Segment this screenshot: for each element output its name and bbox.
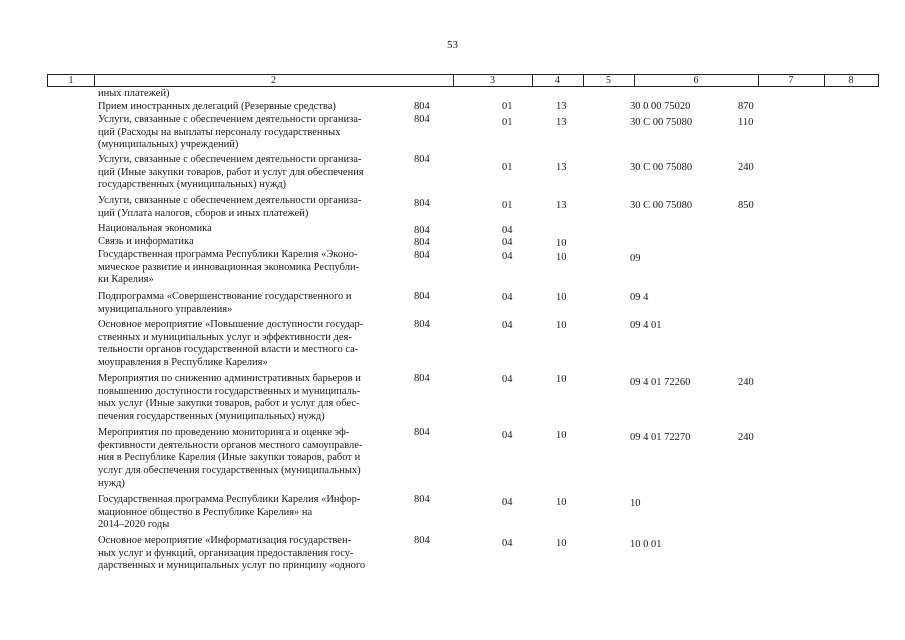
row-name: Услуги, связанные с обеспечением деятельности организа- ций (Расходы на выплаты персоналу государственных (муниципальных) учреждений): [98, 114, 362, 151]
row-name: Основное мероприятие «Информатизация государствен- ных услуг и функций, организация предоставления госу- дарственных и муниципальных услуг по принципу «одного: [98, 535, 366, 572]
row-name: Национальная экономика: [98, 223, 212, 234]
row-podrazdel: 13: [556, 200, 567, 211]
row-razdel: 04: [502, 430, 513, 441]
row-name: Услуги, связанные с обеспечением деятельности организа- ций (Уплата налогов, сборов и иных платежей): [98, 195, 362, 219]
row-target-article: 09: [630, 253, 641, 264]
row-razdel: 04: [502, 251, 513, 262]
row-target-article: 30 С 00 75080: [630, 162, 693, 173]
row-vedomstvo: 804: [414, 535, 430, 546]
row-podrazdel: 10: [556, 538, 567, 549]
row-razdel: 01: [502, 200, 513, 211]
row-expense-type: 240: [738, 162, 754, 173]
row-target-article: 30 С 00 75080: [630, 117, 693, 128]
row-expense-type: 870: [738, 101, 754, 112]
row-target-article: 09 4 01 72270: [630, 432, 691, 443]
row-razdel: 01: [502, 101, 513, 112]
row-vedomstvo: 804: [414, 114, 430, 125]
row-podrazdel: 13: [556, 117, 567, 128]
row-target-article: 30 0 00 75020: [630, 101, 691, 112]
row-vedomstvo: 804: [414, 291, 430, 302]
page-number: 53: [447, 39, 458, 51]
row-vedomstvo: 804: [414, 225, 430, 236]
row-name: Связь и информатика: [98, 236, 194, 247]
header-col-2: 2: [271, 75, 276, 86]
row-razdel: 04: [502, 237, 513, 248]
row-razdel: 01: [502, 117, 513, 128]
row-razdel: 01: [502, 162, 513, 173]
row-name: Основное мероприятие «Повышение доступности государ- ственных и муниципальных услуг и эффективности дея- тельности органов государственной власти и местного са- моуправления в Республике Карелия»: [98, 319, 364, 369]
row-razdel: 04: [502, 225, 513, 236]
row-razdel: 04: [502, 538, 513, 549]
row-podrazdel: 10: [556, 292, 567, 303]
row-podrazdel: 13: [556, 101, 567, 112]
row-podrazdel: 10: [556, 430, 567, 441]
row-name: иных платежей): [98, 88, 170, 99]
header-col-8: 8: [848, 75, 854, 86]
row-podrazdel: 10: [556, 497, 567, 508]
row-name: Мероприятия по снижению административных барьеров и повышению доступности государственных и муниципаль- ных услуг (Иные закупки товаров, работ и услуг для обес- печения государственных (муниципальных) нужд): [98, 373, 361, 423]
row-target-article: 09 4 01 72260: [630, 377, 691, 388]
row-razdel: 04: [502, 374, 513, 385]
row-podrazdel: 10: [556, 320, 567, 331]
row-vedomstvo: 804: [414, 427, 430, 438]
row-expense-type: 240: [738, 432, 754, 443]
row-vedomstvo: 804: [414, 101, 430, 112]
row-vedomstvo: 804: [414, 154, 430, 165]
row-expense-type: 850: [738, 200, 754, 211]
row-vedomstvo: 804: [414, 494, 430, 505]
row-target-article: 09 4: [630, 292, 649, 303]
row-podrazdel: 10: [556, 374, 567, 385]
row-expense-type: 110: [738, 117, 754, 128]
row-vedomstvo: 804: [414, 250, 430, 261]
row-name: Прием иностранных делегаций (Резервные средства): [98, 101, 336, 112]
table-header: [47, 74, 879, 87]
row-razdel: 04: [502, 497, 513, 508]
row-name: Государственная программа Республики Карелия «Эконо- мическое развитие и инновационная экономика Республи- ки Карелия»: [98, 249, 360, 286]
row-target-article: 10 0 01: [630, 539, 662, 550]
row-name: Услуги, связанные с обеспечением деятельности организа- ций (Иные закупки товаров, работ и услуг для обеспечения государственных (муниципальных) нужд): [98, 154, 364, 191]
row-name: Подпрограмма «Совершенствование государственного и муниципального управления»: [98, 291, 352, 315]
row-podrazdel: 10: [556, 238, 567, 249]
row-name: Государственная программа Республики Карелия «Инфор- мационное общество в Республике Карелия» на 2014–2020 годы: [98, 494, 361, 531]
row-vedomstvo: 804: [414, 198, 430, 209]
row-podrazdel: 10: [556, 252, 567, 263]
row-podrazdel: 13: [556, 162, 567, 173]
header-col-7: 7: [788, 75, 794, 86]
row-expense-type: 240: [738, 377, 754, 388]
row-vedomstvo: 804: [414, 319, 430, 330]
row-name: Мероприятия по проведению мониторинга и оценке эф- фективности деятельности органов местного самоуправле- ния в Республике Карелия (Иные закупки товаров, работ и услуг для обеспечения государственных (муниципальных) нужд): [98, 427, 363, 489]
header-col-3: 3: [490, 75, 495, 86]
header-col-1: 1: [68, 75, 74, 86]
row-target-article: 30 С 00 75080: [630, 200, 693, 211]
row-razdel: 04: [502, 320, 513, 331]
header-col-6: 6: [693, 75, 699, 86]
row-vedomstvo: 804: [414, 237, 430, 248]
row-target-article: 09 4 01: [630, 320, 662, 331]
row-vedomstvo: 804: [414, 373, 430, 384]
row-razdel: 04: [502, 292, 513, 303]
row-target-article: 10: [630, 498, 641, 509]
header-col-4: 4: [555, 75, 560, 86]
header-col-5: 5: [606, 75, 611, 86]
